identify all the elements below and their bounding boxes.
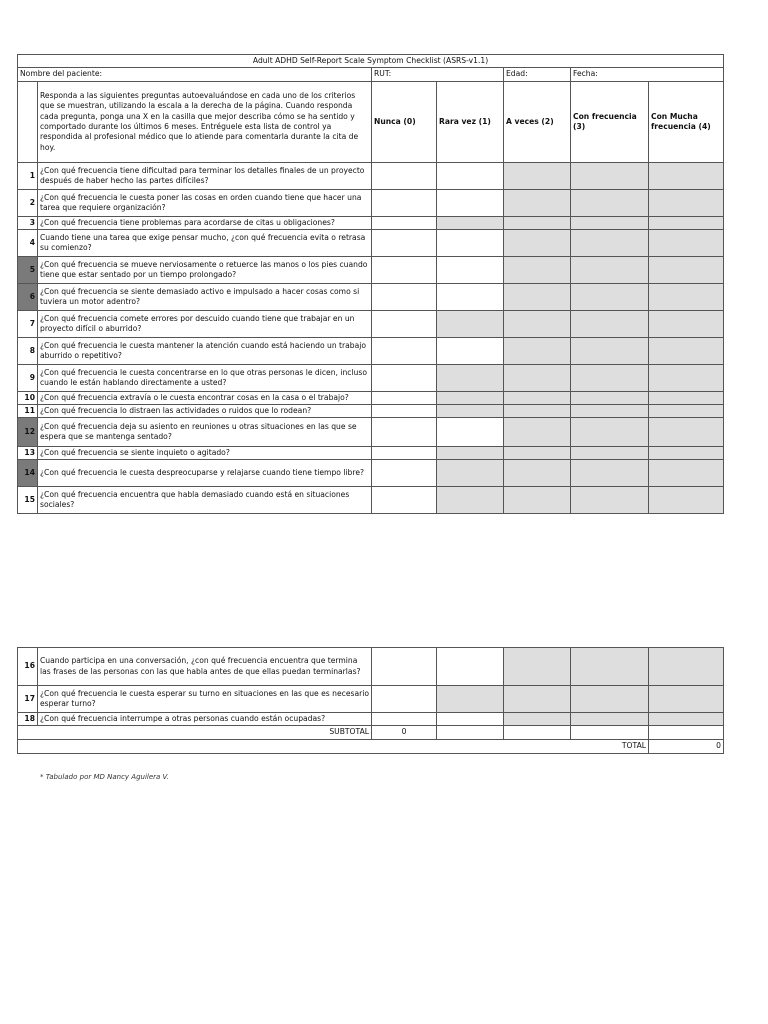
question-number: 3 (18, 217, 38, 230)
answer-cell-a-veces[interactable] (504, 365, 571, 392)
answer-cell-con-frecuencia[interactable] (571, 392, 649, 405)
question-row-9 (18, 365, 724, 392)
answer-cell-con-frecuencia[interactable] (571, 487, 649, 514)
question-text: ¿Con qué frecuencia lo distraen las actividades o ruidos que lo rodean? (38, 405, 372, 418)
subtotal-cell (437, 726, 504, 740)
question-number: 4 (18, 230, 38, 257)
answer-cell-rara-vez[interactable] (437, 418, 504, 447)
scale-header-rara-vez: Rara vez (1) (437, 82, 504, 163)
answer-cell-con-frecuencia[interactable] (571, 338, 649, 365)
answer-cell-con-frecuencia[interactable] (571, 230, 649, 257)
answer-cell-a-veces[interactable] (504, 217, 571, 230)
answer-cell-a-veces[interactable] (504, 190, 571, 217)
question-row-18 (18, 713, 724, 726)
answer-cell-rara-vez[interactable] (437, 365, 504, 392)
answer-cell-nunca[interactable] (372, 230, 437, 257)
scale-header-nunca: Nunca (0) (372, 82, 437, 163)
question-number: 7 (18, 311, 38, 338)
answer-cell-con-mucha-frecuencia[interactable] (649, 405, 724, 418)
answer-cell-con-frecuencia[interactable] (571, 460, 649, 487)
question-row-10 (18, 392, 724, 405)
answer-cell-con-frecuencia[interactable] (571, 648, 649, 686)
answer-cell-con-frecuencia[interactable] (571, 713, 649, 726)
rut-field[interactable]: RUT: (372, 68, 504, 82)
footnote: * Tabulado por MD Nancy Aguilera V. (40, 773, 169, 781)
question-text: ¿Con qué frecuencia comete errores por descuido cuando tiene que trabajar en un proyecto difícil o aburrido? (38, 311, 372, 338)
question-number: 16 (18, 648, 38, 686)
question-number: 9 (18, 365, 38, 392)
answer-cell-a-veces[interactable] (504, 418, 571, 447)
answer-cell-rara-vez[interactable] (437, 190, 504, 217)
question-text: ¿Con qué frecuencia se siente inquieto o agitado? (38, 447, 372, 460)
answer-cell-con-mucha-frecuencia[interactable] (649, 163, 724, 190)
subtotal-value: 0 (372, 726, 437, 740)
total-row (18, 740, 724, 754)
scale-header-con-mucha-frecuencia: Con Mucha frecuencia (4) (649, 82, 724, 163)
question-number: 5 (18, 257, 38, 284)
question-row-6 (18, 284, 724, 311)
question-row-5 (18, 257, 724, 284)
answer-cell-con-mucha-frecuencia[interactable] (649, 190, 724, 217)
answer-cell-rara-vez[interactable] (437, 686, 504, 713)
answer-cell-rara-vez[interactable] (437, 487, 504, 514)
answer-cell-rara-vez[interactable] (437, 392, 504, 405)
instructions-text: Responda a las siguientes preguntas autoevaluándose en cada uno de los criterios que se muestran, utilizando la escala a la derecha de la página. Cuando responda cada pregunta, ponga una X en la casilla que mejor describa cómo se ha sentido y comportado durante los últimos 6 meses. Entréguele esta lista de control ya respondida al profesional médico que lo atiende para comentarla durante la cita de hoy. (38, 82, 372, 163)
question-number: 2 (18, 190, 38, 217)
question-row-17 (18, 686, 724, 713)
answer-cell-rara-vez[interactable] (437, 217, 504, 230)
asrs-checklist-table-part1 (17, 54, 724, 514)
answer-cell-nunca[interactable] (372, 338, 437, 365)
patient-name-field[interactable]: Nombre del paciente: (18, 68, 372, 82)
subtotal-cell (649, 726, 724, 740)
date-field[interactable]: Fecha: (571, 68, 724, 82)
question-number: 14 (18, 460, 38, 487)
question-text: ¿Con qué frecuencia se mueve nerviosamente o retuerce las manos o los pies cuando tiene que estar sentado por un tiempo prolongado? (38, 257, 372, 284)
answer-cell-a-veces[interactable] (504, 392, 571, 405)
answer-cell-rara-vez[interactable] (437, 405, 504, 418)
answer-cell-con-frecuencia[interactable] (571, 311, 649, 338)
answer-cell-nunca[interactable] (372, 311, 437, 338)
question-number: 11 (18, 405, 38, 418)
question-text: ¿Con qué frecuencia interrumpe a otras personas cuando están ocupadas? (38, 713, 372, 726)
question-number: 8 (18, 338, 38, 365)
question-text: ¿Con qué frecuencia le cuesta concentrarse en lo que otras personas le dicen, incluso cuando le están hablando directamente a usted? (38, 365, 372, 392)
answer-cell-rara-vez[interactable] (437, 257, 504, 284)
subtotal-label: SUBTOTAL (18, 726, 372, 740)
answer-cell-con-mucha-frecuencia[interactable] (649, 487, 724, 514)
answer-cell-con-frecuencia[interactable] (571, 190, 649, 217)
form-title: Adult ADHD Self-Report Scale Symptom Checklist (ASRS-v1.1) (18, 55, 724, 68)
answer-cell-con-mucha-frecuencia[interactable] (649, 648, 724, 686)
answer-cell-con-frecuencia[interactable] (571, 365, 649, 392)
answer-cell-a-veces[interactable] (504, 311, 571, 338)
subtotal-cell (571, 726, 649, 740)
answer-cell-rara-vez[interactable] (437, 648, 504, 686)
question-text: Cuando tiene una tarea que exige pensar mucho, ¿con qué frecuencia evita o retrasa su comienzo? (38, 230, 372, 257)
question-number: 6 (18, 284, 38, 311)
answer-cell-a-veces[interactable] (504, 230, 571, 257)
total-value: 0 (649, 740, 724, 754)
answer-cell-nunca[interactable] (372, 163, 437, 190)
answer-cell-a-veces[interactable] (504, 163, 571, 190)
answer-cell-a-veces[interactable] (504, 338, 571, 365)
answer-cell-nunca[interactable] (372, 365, 437, 392)
asrs-checklist-table-part2 (17, 647, 724, 754)
question-number: 12 (18, 418, 38, 447)
answer-cell-con-mucha-frecuencia[interactable] (649, 257, 724, 284)
answer-cell-a-veces[interactable] (504, 487, 571, 514)
question-text: ¿Con qué frecuencia extravía o le cuesta encontrar cosas en la casa o el trabajo? (38, 392, 372, 405)
scale-header-a-veces: A veces (2) (504, 82, 571, 163)
answer-cell-rara-vez[interactable] (437, 311, 504, 338)
answer-cell-rara-vez[interactable] (437, 460, 504, 487)
answer-cell-con-mucha-frecuencia[interactable] (649, 217, 724, 230)
question-text: ¿Con qué frecuencia encuentra que habla demasiado cuando está en situaciones sociales? (38, 487, 372, 514)
answer-cell-nunca[interactable] (372, 648, 437, 686)
question-number: 15 (18, 487, 38, 514)
question-row-15 (18, 487, 724, 514)
question-row-12 (18, 418, 724, 447)
question-row-3 (18, 217, 724, 230)
question-row-8 (18, 338, 724, 365)
question-row-2 (18, 190, 724, 217)
answer-cell-nunca[interactable] (372, 284, 437, 311)
scale-header-con-frecuencia: Con frecuencia (3) (571, 82, 649, 163)
answer-cell-nunca[interactable] (372, 217, 437, 230)
question-text: ¿Con qué frecuencia le cuesta mantener la atención cuando está haciendo un trabajo aburrido o repetitivo? (38, 338, 372, 365)
answer-cell-con-mucha-frecuencia[interactable] (649, 365, 724, 392)
answer-cell-nunca[interactable] (372, 487, 437, 514)
answer-cell-con-frecuencia[interactable] (571, 217, 649, 230)
question-number: 10 (18, 392, 38, 405)
answer-cell-a-veces[interactable] (504, 284, 571, 311)
answer-cell-con-mucha-frecuencia[interactable] (649, 230, 724, 257)
question-row-11 (18, 405, 724, 418)
question-number: 18 (18, 713, 38, 726)
answer-cell-a-veces[interactable] (504, 257, 571, 284)
answer-cell-nunca[interactable] (372, 405, 437, 418)
answer-cell-con-mucha-frecuencia[interactable] (649, 284, 724, 311)
answer-cell-con-frecuencia[interactable] (571, 686, 649, 713)
answer-cell-a-veces[interactable] (504, 405, 571, 418)
answer-cell-rara-vez[interactable] (437, 713, 504, 726)
subtotal-cell (504, 726, 571, 740)
question-text: ¿Con qué frecuencia le cuesta despreocuparse y relajarse cuando tiene tiempo libre? (38, 460, 372, 487)
answer-cell-nunca[interactable] (372, 713, 437, 726)
answer-cell-nunca[interactable] (372, 686, 437, 713)
answer-cell-con-frecuencia[interactable] (571, 405, 649, 418)
question-row-13 (18, 447, 724, 460)
answer-cell-a-veces[interactable] (504, 686, 571, 713)
answer-cell-nunca[interactable] (372, 447, 437, 460)
answer-cell-a-veces[interactable] (504, 648, 571, 686)
total-label: TOTAL (18, 740, 649, 754)
question-number: 1 (18, 163, 38, 190)
answer-cell-con-frecuencia[interactable] (571, 418, 649, 447)
answer-cell-nunca[interactable] (372, 257, 437, 284)
age-field[interactable]: Edad: (504, 68, 571, 82)
answer-cell-a-veces[interactable] (504, 460, 571, 487)
answer-cell-nunca[interactable] (372, 392, 437, 405)
question-text: ¿Con qué frecuencia deja su asiento en reuniones u otras situaciones en las que se espera que se mantenga sentado? (38, 418, 372, 447)
answer-cell-nunca[interactable] (372, 190, 437, 217)
answer-cell-con-mucha-frecuencia[interactable] (649, 713, 724, 726)
answer-cell-con-frecuencia[interactable] (571, 257, 649, 284)
answer-cell-nunca[interactable] (372, 460, 437, 487)
answer-cell-nunca[interactable] (372, 418, 437, 447)
answer-cell-a-veces[interactable] (504, 713, 571, 726)
question-row-7 (18, 311, 724, 338)
answer-cell-con-mucha-frecuencia[interactable] (649, 686, 724, 713)
question-number: 13 (18, 447, 38, 460)
answer-cell-con-mucha-frecuencia[interactable] (649, 418, 724, 447)
answer-cell-rara-vez[interactable] (437, 284, 504, 311)
answer-cell-con-frecuencia[interactable] (571, 447, 649, 460)
answer-cell-rara-vez[interactable] (437, 163, 504, 190)
answer-cell-rara-vez[interactable] (437, 230, 504, 257)
answer-cell-con-frecuencia[interactable] (571, 284, 649, 311)
answer-cell-a-veces[interactable] (504, 447, 571, 460)
question-row-14 (18, 460, 724, 487)
question-row-16 (18, 648, 724, 686)
answer-cell-con-mucha-frecuencia[interactable] (649, 447, 724, 460)
answer-cell-con-mucha-frecuencia[interactable] (649, 311, 724, 338)
question-text: ¿Con qué frecuencia le cuesta poner las cosas en orden cuando tiene que hacer una tarea que requiere organización? (38, 190, 372, 217)
question-text: ¿Con qué frecuencia se siente demasiado activo e impulsado a hacer cosas como si tuviera un motor adentro? (38, 284, 372, 311)
question-text: ¿Con qué frecuencia tiene problemas para acordarse de citas u obligaciones? (38, 217, 372, 230)
question-text: Cuando participa en una conversación, ¿con qué frecuencia encuentra que termina las frases de las personas con las que habla antes de que ellas puedan terminarlas? (38, 648, 372, 686)
answer-cell-con-mucha-frecuencia[interactable] (649, 460, 724, 487)
answer-cell-con-mucha-frecuencia[interactable] (649, 338, 724, 365)
answer-cell-rara-vez[interactable] (437, 447, 504, 460)
answer-cell-con-frecuencia[interactable] (571, 163, 649, 190)
answer-cell-con-mucha-frecuencia[interactable] (649, 392, 724, 405)
question-text: ¿Con qué frecuencia tiene dificultad para terminar los detalles finales de un proyecto después de haber hecho las partes difíciles? (38, 163, 372, 190)
question-row-4 (18, 230, 724, 257)
question-number: 17 (18, 686, 38, 713)
subtotal-row (18, 726, 724, 740)
question-row-1 (18, 163, 724, 190)
question-text: ¿Con qué frecuencia le cuesta esperar su turno en situaciones en las que es necesario esperar turno? (38, 686, 372, 713)
answer-cell-rara-vez[interactable] (437, 338, 504, 365)
